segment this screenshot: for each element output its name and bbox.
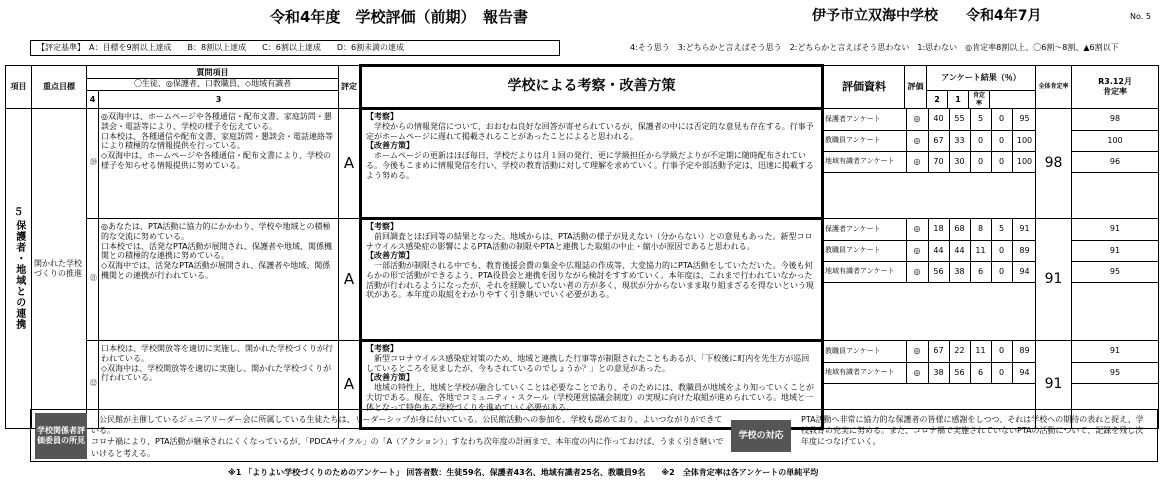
consideration-text: 新型コロナウイルス感染症対策のため、地域と連携した行事等が制限されたこともあるが、「下校後に町内を先生方が巡回しているところを見ましたが、今もされているのでしょうか？」との意見があった。	[366, 353, 810, 373]
r3-row	[1072, 362, 1158, 383]
survey-row	[824, 130, 1036, 151]
survey-name: 教職員アンケート	[824, 341, 906, 362]
survey-positive: 100	[1012, 130, 1036, 151]
survey-v1: 0	[991, 240, 1012, 261]
r3-value: 95	[1072, 362, 1158, 383]
survey-eval: ◎	[906, 261, 928, 282]
improvement-label: 【改善方策】	[366, 141, 415, 151]
page-number: No. 5	[1130, 12, 1151, 21]
survey-positive: 91	[1012, 219, 1036, 240]
survey-v1: 5	[991, 219, 1012, 240]
consideration-cell	[361, 109, 823, 219]
eval-material-label: 評価資料	[842, 80, 887, 94]
total-positive: 91	[1036, 341, 1072, 429]
survey-cell	[823, 109, 1036, 219]
survey-v4: 67	[928, 341, 949, 362]
eval-row	[6, 219, 1159, 341]
evaluation-table	[5, 64, 1159, 430]
survey-row	[824, 109, 1036, 130]
survey-v4: 67	[928, 130, 949, 151]
r3-sublabel: 肯定率	[1103, 87, 1128, 96]
survey-name: 地域有識者アンケート	[824, 151, 906, 172]
survey-name: 地域有識者アンケート	[824, 261, 906, 282]
survey-row	[824, 151, 1036, 172]
col-eval-material	[823, 66, 905, 109]
r3-value: 96	[1072, 151, 1158, 172]
r3-row	[1072, 109, 1158, 130]
improvement-text: ホームページの更新はほぼ毎日、学校だよりは月１回の発行、更に学級担任から学級だよりが不定期に随時配布されている。今後もこまめに情報発信を行い、学校の教育活動に対して理解を求めていく。行事予定や部活動予定は、迅速に掲載するよう努める。	[366, 151, 814, 180]
survey-v4: 70	[928, 151, 949, 172]
consideration-label: 【考察】	[366, 344, 399, 353]
r3-table	[1072, 109, 1158, 173]
question-text: ◎双海中は、ホームページや各種通信・配布文書、家庭訪問・懇談会・電話等により、学校の様子を伝えている。 口本校は、各種通信や配布文書、家庭訪問・懇談会・電話連絡等により積極的な情報提供を行っている。 ◇双海中は、ホームページや各種通信・配布文書により、学校の様子を知らせる情報提供に努めている。	[99, 109, 339, 219]
survey-name: 保護者アンケート	[824, 109, 906, 130]
col-4: 4	[87, 91, 99, 109]
focus-goal-cell: 開かれた学校づくりの推進	[32, 109, 87, 429]
survey-v3: 44	[949, 240, 970, 261]
r3-value: 95	[1072, 261, 1158, 282]
r3-value: 91	[1072, 219, 1158, 240]
bottom-section	[30, 409, 1158, 462]
survey-v4: 56	[928, 261, 949, 282]
r3-value: 100	[1072, 130, 1158, 151]
survey-v1: 0	[991, 151, 1012, 172]
survey-name: 地域有識者アンケート	[824, 362, 906, 383]
r3-label: R3.12月	[1098, 77, 1132, 86]
survey-v2: 0	[970, 151, 991, 172]
question-sublabel: 〇生徒、◎保護者、口教職員、◇地域有識者	[87, 78, 338, 89]
response-label: 学校の対応	[731, 420, 791, 452]
row-number-label: ㉑	[90, 274, 97, 282]
survey-v3: 33	[949, 130, 970, 151]
rating-value: A	[339, 109, 361, 219]
survey-table	[824, 109, 1036, 173]
consideration-text: 前回調査とほぼ同等の結果となった。地域からは、PTA活動の様子が見えない（分からない）との意見もあった。新型コロナウイルス感染症の影響によるPTA活動の制限やPTAと連携した取組の中止・縮小が原因であると思われる。	[366, 231, 813, 251]
col-3: 3	[99, 91, 339, 109]
row-number	[87, 109, 99, 219]
total-positive: 91	[1036, 219, 1072, 341]
survey-name: 教職員アンケート	[824, 240, 906, 261]
survey-row	[824, 240, 1036, 261]
question-label: 質問項目	[196, 67, 229, 77]
r3-row	[1072, 341, 1158, 362]
r3-cell	[1072, 219, 1159, 341]
consideration-label: 【考察】	[366, 222, 399, 231]
r3-value: 91	[1072, 240, 1158, 261]
survey-v3: 68	[949, 219, 970, 240]
total-positive: 98	[1036, 109, 1072, 219]
survey-eval: ◎	[906, 130, 928, 151]
survey-v3: 55	[949, 109, 970, 130]
r3-row	[1072, 261, 1158, 282]
col-r3	[1072, 66, 1159, 109]
survey-eval: ◎	[906, 341, 928, 362]
survey-eval: ◎	[906, 219, 928, 240]
survey-row	[824, 362, 1036, 383]
rating-criteria: 【評定基準】 A：目標を9割以上達成 B：8割以上達成 C：6割以上達成 D：6割未満の達成	[30, 40, 560, 56]
r3-cell	[1072, 109, 1159, 219]
survey-v3: 22	[949, 341, 970, 362]
survey-positive: 100	[1012, 151, 1036, 172]
survey-v4: 38	[928, 362, 949, 383]
r3-row	[1072, 151, 1158, 172]
rating-value: A	[339, 341, 361, 429]
survey-v2: 0	[970, 130, 991, 151]
survey-v3: 30	[949, 151, 970, 172]
survey-table	[824, 219, 1036, 283]
survey-v4: 44	[928, 240, 949, 261]
committee-label: 学校関係者評価委員の所見	[35, 413, 87, 459]
survey-v1: 0	[991, 261, 1012, 282]
survey-v2: 6	[970, 362, 991, 383]
improvement-text: 一部活動が制限される中でも、教育後援会費の集金や広報誌の作成等、大変協力的にPTA活動をしていただいた。今後も何らかの形で活動ができるよう、PTA役員会と連携を図りながら検討をすすめていく。本年度は、これまで行われていなかった活動が行われるようになったが、それを経験していない者の方が多く、現状が分からないまま取り組まざるを得ないという現状がある。本年度の取組をわかりやすく引き継いでいく必要がある。	[366, 261, 814, 300]
survey-v2: 5	[970, 109, 991, 130]
question-text: 口本校は、学校開放等を適切に実施し、開かれた学校づくりが行われている。 ◇双海中は、学校開放等を適切に実施し、開かれた学校づくりが行われている。	[99, 341, 339, 429]
r3-value: 98	[1072, 109, 1158, 130]
improvement-label: 【改善方策】	[366, 251, 415, 261]
r3-value: 91	[1072, 341, 1158, 362]
report-title: 令和4年度 学校評価（前期） 報告書	[270, 8, 528, 26]
survey-v1: 0	[991, 109, 1012, 130]
survey-v3: 38	[949, 261, 970, 282]
item-cell	[6, 109, 32, 429]
consideration-header: 学校による考察・改善方策	[507, 78, 676, 95]
col-total-positive: 全体肯定率	[1036, 66, 1072, 109]
survey-legend: 4:そう思う 3:どちらかと言えばそう思う 2:どちらかと言えばそう思わない 1:思わない ◎肯定率8割以上、〇6割～8割、▲6割以下	[630, 43, 1119, 52]
survey-v1: 0	[991, 130, 1012, 151]
survey-positive: 95	[1012, 109, 1036, 130]
row-number-label: ⑳	[90, 158, 97, 166]
r3-row	[1072, 240, 1158, 261]
col-survey: アンケート結果（％）	[927, 66, 1036, 91]
survey-row	[824, 341, 1036, 362]
survey-v2: 6	[970, 261, 991, 282]
survey-table	[824, 341, 1036, 384]
survey-v2: 11	[970, 240, 991, 261]
survey-positive: 94	[1012, 261, 1036, 282]
consideration-text: 学校からの情報発信について、おおむね良好な回答が寄せられているが、保護者の中には否定的な意見も存在する。行事予定がホームページに遅れて掲載されることがあったことによると思われる。	[366, 121, 814, 141]
improvement-text: 地域の特性上、地域と学校が融合していくことは必要なことであり、そのためには、教職員が地域をより知っていくことが大切である。現在、各地でコミュニティ・スクール（学校運営協議会制度）の実現に向けた取組が進められている。地域と一体となって特色ある学校づくりを進めていく必要がある。	[366, 383, 815, 412]
survey-eval: ◎	[906, 109, 928, 130]
item-name: 保護者・地域との連携	[13, 219, 25, 330]
survey-positive: 89	[1012, 240, 1036, 261]
col-consideration	[361, 66, 823, 109]
col-positive: 肯定率	[969, 91, 990, 109]
col-focus-goal: 重点目標	[32, 66, 87, 109]
response-text: PTA活動へ非常に協力的な保護者の皆様に感謝をしつつ、それは学校への期待の表れと捉え、学校教育の充実に努める。また、コロナ禍で実施されていないPTAの活動について、記録を残し次年度につなげていく。	[801, 415, 1144, 447]
r3-table	[1072, 219, 1158, 283]
survey-positive: 89	[1012, 341, 1036, 362]
survey-name: 保護者アンケート	[824, 219, 906, 240]
eval-row	[6, 109, 1159, 219]
r3-row	[1072, 219, 1158, 240]
consideration-cell	[361, 219, 823, 341]
item-number: ５	[13, 207, 24, 219]
report-header	[0, 8, 1163, 30]
survey-row	[824, 219, 1036, 240]
survey-cell	[823, 219, 1036, 341]
row-number-label: ㉒	[90, 379, 97, 387]
r3-row	[1072, 130, 1158, 151]
survey-v1: 0	[991, 341, 1012, 362]
col-eval: 評価	[905, 66, 927, 109]
col-question	[87, 66, 339, 91]
col-2: 2	[927, 91, 948, 109]
survey-v2: 8	[970, 219, 991, 240]
survey-eval: ◎	[906, 362, 928, 383]
col-1: 1	[948, 91, 969, 109]
survey-v3: 56	[949, 362, 970, 383]
rating-value: A	[339, 219, 361, 341]
footnote: ※1 「よりよい学校づくりのためのアンケート」 回答者数：生徒59名、保護者43名、地域有識者25名、教職員9名 ※2 全体肯定率は各アンケートの単純平均	[228, 468, 819, 477]
survey-eval: ◎	[906, 151, 928, 172]
survey-positive: 94	[1012, 362, 1036, 383]
survey-v1: 0	[991, 362, 1012, 383]
row-number	[87, 219, 99, 341]
survey-eval: ◎	[906, 240, 928, 261]
improvement-label: 【改善方策】	[366, 373, 415, 383]
question-text: ◎あなたは、PTA活動に協力的にかかわり、学校や地域との積極的な交流に努めている。 口本校では、活発なPTA活動が展開され、保護者や地域、関係機関との積極的な連携に努めている。 ◇双海中では、活発なPTA活動が展開され、保護者や地域、関係機関との連携が行われている。	[99, 219, 339, 341]
committee-text: 公民館が主催しているジュニアリーダー会に所属している生徒たちは、リーダーシップが身に付いている。公民館活動への参加を、学校も認めており、よいつながりができている。 コロナ禍により、PTA活動が継承されにくくなっているが、「PDCAサイクル」の「A（アクション）」すなわち次年度の計画まで、本年度の内に作っておけば、うまく引き継いでいけると考える。	[91, 415, 724, 458]
survey-v4: 18	[928, 219, 949, 240]
consideration-label: 【考察】	[366, 112, 399, 121]
r3-table	[1072, 341, 1158, 384]
col-rating: 評定	[339, 66, 361, 109]
survey-v2: 11	[970, 341, 991, 362]
survey-name: 教職員アンケート	[824, 130, 906, 151]
survey-v4: 40	[928, 109, 949, 130]
col-item: 項目	[6, 66, 32, 109]
school-name-date: 伊予市立双海中学校 令和4年7月	[812, 8, 1042, 24]
survey-row	[824, 261, 1036, 282]
